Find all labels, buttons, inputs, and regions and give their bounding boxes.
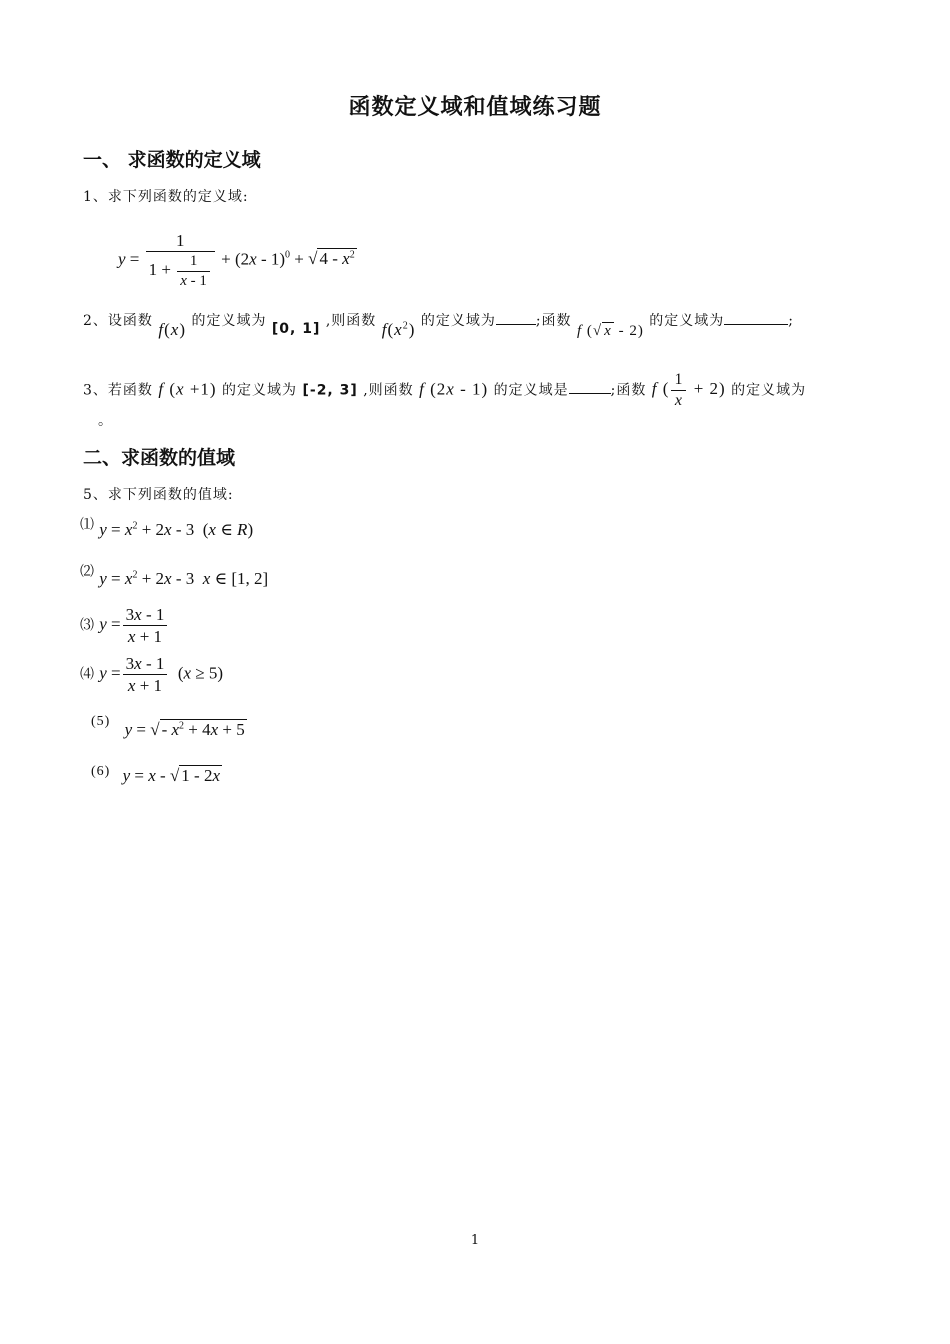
answer-blank[interactable] (569, 381, 611, 394)
range-item-2: ⑵ $y = x^2 + 2x - 3$ x ∈ [1, 2] (80, 565, 269, 588)
range-item-1: ⑴ $y = x^2 + 2x - 3$ (x ∈ R) (80, 518, 254, 539)
range-item-4: ⑷ y = $\frac{3x - 1}{x + 1}$ (x ≥ 5) (80, 654, 224, 696)
question-1-text: 1、求下列函数的定义域: (83, 189, 249, 205)
page-title: 函数定义域和值域练习题 (348, 94, 602, 120)
section-heading-range: 二、求函数的值域 (83, 447, 236, 469)
question-5-text: 5、求下列函数的值域: (83, 487, 234, 503)
question-2: 2、设函数 f(x) 的定义域为 [0, 1] ,则函数 $f(x^2)$ 的定义域为 ;函数 f (√ x - 2) 的定义域为 ; (83, 313, 794, 339)
question-1-formula: y = 1 1 + $\frac{1}{x - 1}$ + (2x - 1)$^0$ + √ $4 - x^2$ (118, 231, 355, 289)
question-3: 3、若函数 f (x +1) 的定义域为 [-2, 3] ,则函数 f (2x - 1) 的定义域是 ;函数 f ( $\frac{1}{x}$ + 2) 的定义域为 (83, 371, 807, 409)
range-item-5: (5) y = √ - $x^2 + 4x + 5$ (91, 714, 245, 739)
domain-interval: [0, 1] (271, 321, 321, 337)
sqrt-expression: √ $4 - x^2$ (308, 249, 355, 269)
range-item-3: ⑶ y = $\frac{3x - 1}{x + 1}$ (80, 604, 169, 648)
answer-blank[interactable] (724, 312, 788, 325)
question-3-end: 。 (98, 413, 113, 429)
range-item-6: (6) y = x - √ 1 - 2x (91, 764, 220, 785)
fraction: 1 1 + $\frac{1}{x - 1}$ (146, 230, 215, 291)
section-heading-domain: 一、 求函数的定义域 (83, 149, 261, 171)
answer-blank[interactable] (496, 312, 536, 325)
domain-interval: [-2, 3] (302, 382, 358, 399)
page-number: 1 (470, 1233, 480, 1248)
